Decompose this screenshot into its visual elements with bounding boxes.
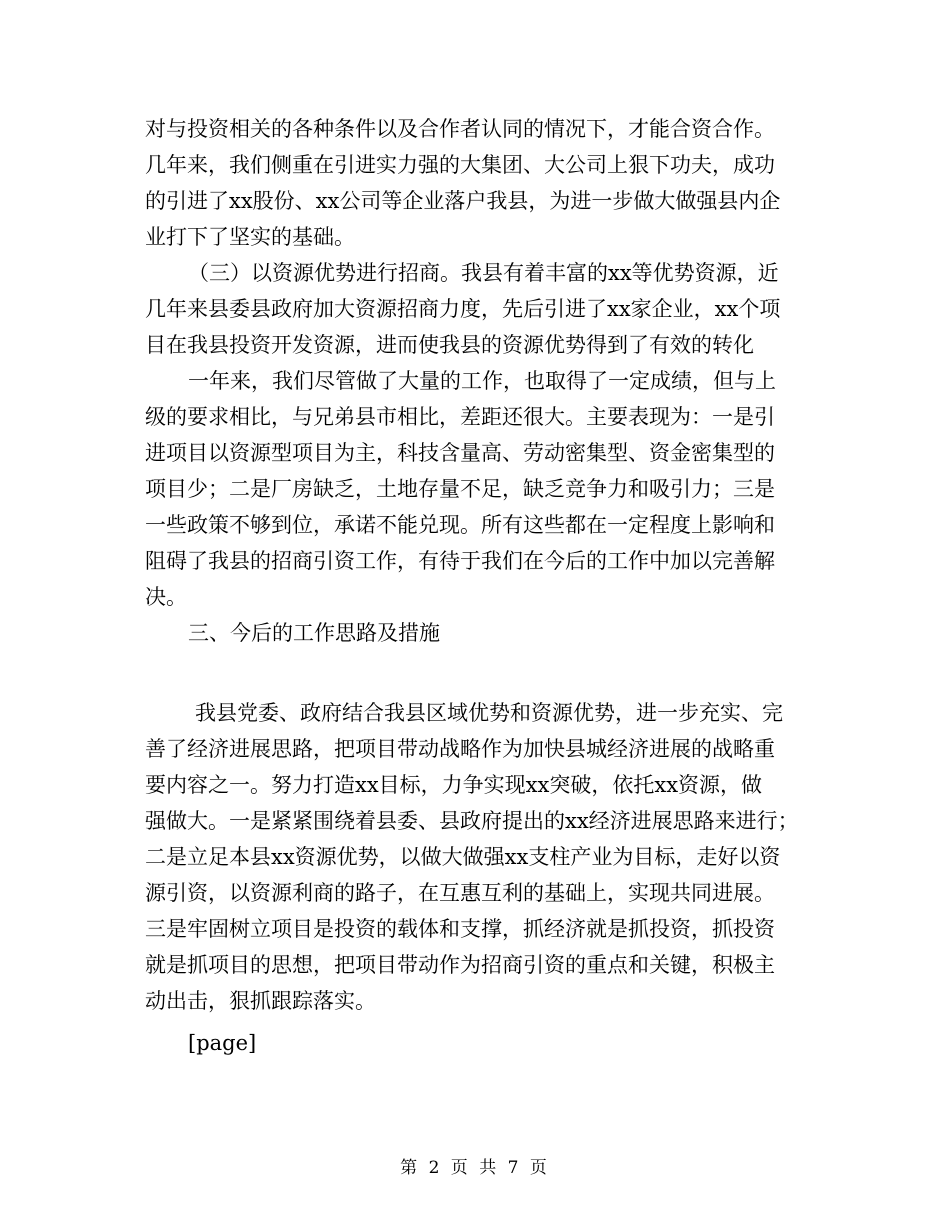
page-marker: [page] [188,1031,257,1055]
text-line: 目在我县投资开发资源，进而使我县的资源优势得到了有效的转化 [145,333,754,357]
text-line: 要内容之一。努力打造xx目标，力争实现xx突破，依托xx资源，做 [145,773,763,797]
text-line: （三）以资源优势进行招商。我县有着丰富的xx等优势资源，近 [188,261,779,285]
text-line: 强做大。一是紧紧围绕着县委、县政府提出的xx经济进展思路来进行； [145,809,799,833]
text-line: 的引进了xx股份、xx公司等企业落户我县，为进一步做大做强县内企 [145,189,781,213]
text-line: 一年来，我们尽管做了大量的工作，也取得了一定成绩，但与上 [188,369,776,393]
text-line: 级的要求相比，与兄弟县市相比，差距还很大。主要表现为：一是引 [145,405,775,429]
text-line: 善了经济进展思路，把项目带动战略作为加快县城经济进展的战略重 [145,737,775,761]
text-line: 项目少；二是厂房缺乏，土地存量不足，缺乏竞争力和吸引力；三是 [145,477,775,501]
text-line: 二是立足本县xx资源优势，以做大做强xx支柱产业为目标，走好以资 [145,845,781,869]
text-line: 一些政策不够到位，承诺不能兑现。所有这些都在一定程度上影响和 [145,513,775,537]
text-line: 就是抓项目的思想，把项目带动作为招商引资的重点和关键，积极主 [145,953,775,977]
page-footer: 第 2 页 共 7 页 [400,1158,550,1178]
text-line: 我县党委、政府结合我县区域优势和资源优势，进一步充实、完 [195,701,783,725]
text-line: 几年来县委县政府加大资源招商力度，先后引进了xx家企业，xx个项 [145,297,781,321]
text-line: 动出击，狠抓跟踪落实。 [145,989,376,1013]
text-line: 阻碍了我县的招商引资工作，有待于我们在今后的工作中加以完善解 [145,549,775,573]
section-heading: 三、今后的工作思路及措施 [188,621,440,645]
text-line: 三是牢固树立项目是投资的载体和支撑，抓经济就是抓投资，抓投资 [145,917,775,941]
text-line: 进项目以资源型项目为主，科技含量高、劳动密集型、资金密集型的 [145,441,775,465]
text-line: 决。 [145,585,187,609]
text-line: 几年来，我们侧重在引进实力强的大集团、大公司上狠下功夫，成功 [145,153,775,177]
text-line: 源引资，以资源利商的路子，在互惠互利的基础上，实现共同进展。 [145,881,775,905]
text-line: 业打下了坚实的基础。 [145,225,355,249]
text-line: 对与投资相关的各种条件以及合作者认同的情况下，才能合资合作。 [145,117,775,141]
